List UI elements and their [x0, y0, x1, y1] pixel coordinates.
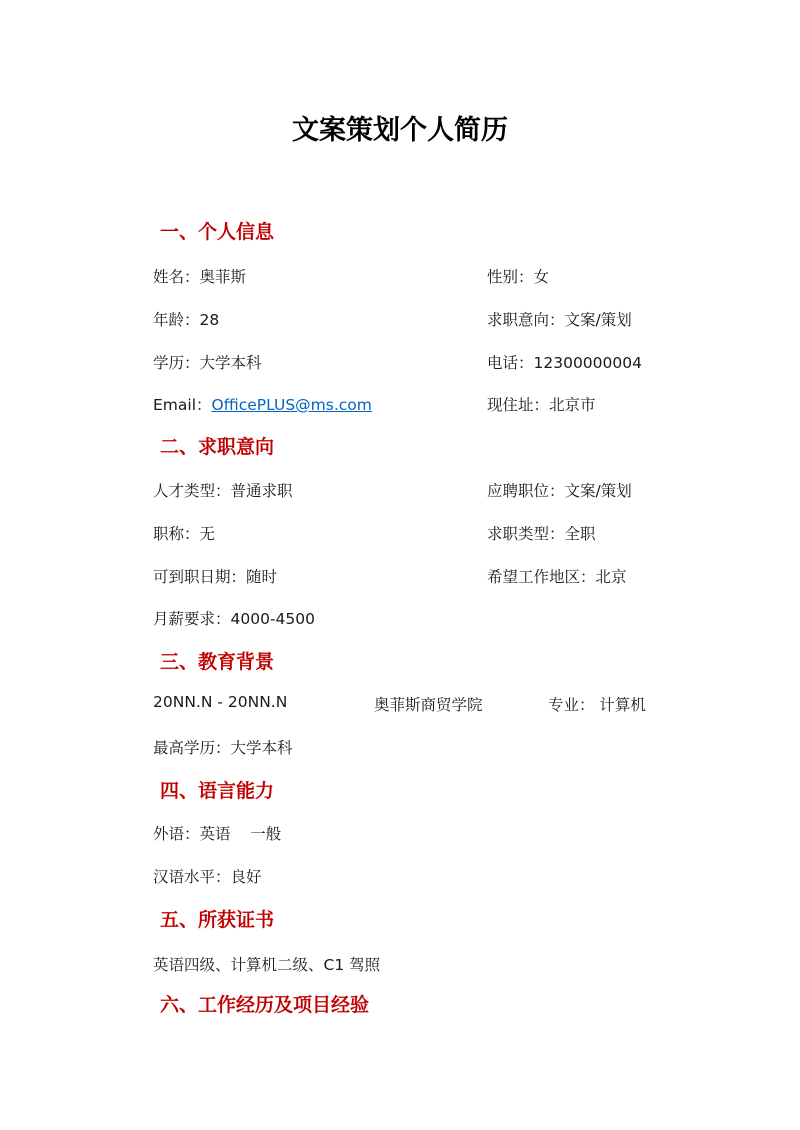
email-link[interactable]: OfficePLUS@ms.com	[211, 396, 372, 414]
field-chinese-level: 汉语水平：良好	[153, 868, 262, 886]
field-certificates: 英语四级、计算机二级、C1 驾照	[153, 956, 381, 974]
section-heading-education: 三、教育背景	[160, 651, 275, 673]
section-heading-certificates: 五、所获证书	[160, 909, 275, 931]
section-heading-experience: 六、工作经历及项目经验	[160, 994, 370, 1016]
field-professional-title: 职称：无	[153, 525, 216, 543]
field-gender: 性别：女	[487, 268, 550, 286]
section-heading-job-intent: 二、求职意向	[160, 436, 275, 458]
field-position: 应聘职位：文案/策划	[487, 482, 632, 500]
field-highest-degree: 最高学历：大学本科	[153, 739, 293, 757]
section-heading-personal-info: 一、个人信息	[160, 221, 275, 243]
field-salary: 月薪要求：4000-4500	[153, 610, 315, 628]
field-school: 奥菲斯商贸学院	[374, 696, 483, 714]
field-email-row	[153, 393, 372, 415]
field-name: 姓名：奥菲斯	[153, 268, 247, 286]
field-address: 现住址：北京市	[487, 396, 596, 414]
page-title: 文案策划个人简历	[292, 115, 508, 146]
email-label: Email：	[153, 396, 212, 414]
field-talent-type: 人才类型：普通求职	[153, 482, 293, 500]
field-location: 希望工作地区：北京	[487, 568, 627, 586]
field-foreign-language: 外语：英语 一般	[153, 825, 282, 843]
field-phone: 电话：12300000004	[487, 354, 642, 372]
field-job-type: 求职类型：全职	[487, 525, 596, 543]
field-start-date: 可到职日期：随时	[153, 568, 278, 586]
field-study-period: 20NN.N - 20NN.N	[153, 693, 288, 711]
field-job-intent: 求职意向：文案/策划	[487, 311, 632, 329]
field-education: 学历：大学本科	[153, 354, 262, 372]
field-age: 年龄：28	[153, 311, 220, 329]
field-major: 专业： 计算机	[548, 696, 646, 714]
section-heading-language: 四、语言能力	[160, 780, 275, 802]
